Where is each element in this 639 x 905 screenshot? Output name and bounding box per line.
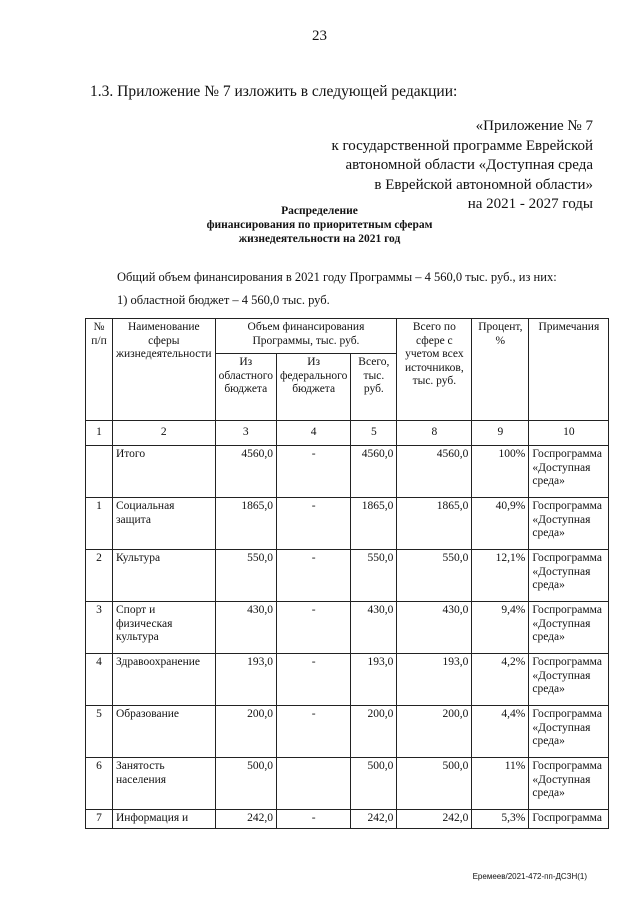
header-notes: Примечания <box>529 319 609 421</box>
cell-notes: Госпрограмма «Доступная среда» <box>529 654 609 706</box>
table-row <box>86 602 609 654</box>
cell-all-sources: 1865,0 <box>397 498 472 550</box>
table-body <box>86 446 609 829</box>
appendix-header <box>331 117 593 215</box>
header-federal: Из федерального бюджета <box>276 354 350 421</box>
column-number: 9 <box>472 421 529 446</box>
appendix-header-line: «Приложение № 7 <box>475 118 593 134</box>
cell-percent: 40,9% <box>472 498 529 550</box>
document-title <box>0 204 639 246</box>
table-row <box>86 550 609 602</box>
cell-notes: Госпрограмма «Доступная среда» <box>529 550 609 602</box>
header-name: Наименование сферы жизнедеятельности <box>113 319 216 421</box>
cell-no: 5 <box>86 706 113 758</box>
page-number: 23 <box>312 28 327 44</box>
cell-notes: Госпрограмма «Доступная среда» <box>529 446 609 498</box>
footer-document-code: Еремеев/2021-472-пп-ДСЗН(1) <box>472 872 587 881</box>
funding-table <box>85 318 609 829</box>
cell-percent: 11% <box>472 758 529 810</box>
appendix-header-line: в Еврейской автономной области» <box>374 176 593 193</box>
cell-total: 4560,0 <box>351 446 397 498</box>
table-row <box>86 654 609 706</box>
cell-all-sources: 550,0 <box>397 550 472 602</box>
column-number: 3 <box>215 421 276 446</box>
cell-regional: 4560,0 <box>215 446 276 498</box>
cell-total: 500,0 <box>351 758 397 810</box>
cell-total: 242,0 <box>351 810 397 829</box>
cell-total: 193,0 <box>351 654 397 706</box>
cell-no: 1 <box>86 498 113 550</box>
cell-notes: Госпрограмма «Доступная среда» <box>529 498 609 550</box>
cell-regional: 242,0 <box>215 810 276 829</box>
table-row <box>86 810 609 829</box>
cell-all-sources: 500,0 <box>397 758 472 810</box>
column-number: 8 <box>397 421 472 446</box>
header-no: № п/п <box>86 319 113 421</box>
cell-percent: 12,1% <box>472 550 529 602</box>
column-number: 5 <box>351 421 397 446</box>
cell-all-sources: 242,0 <box>397 810 472 829</box>
cell-federal: - <box>276 498 350 550</box>
cell-federal: - <box>276 654 350 706</box>
cell-regional: 500,0 <box>215 758 276 810</box>
total-financing-text: Общий объем финансирования в 2021 году Программы – 4 560,0 тыс. руб., из них: <box>117 270 557 284</box>
cell-notes: Госпрограмма «Доступная среда» <box>529 706 609 758</box>
cell-regional: 550,0 <box>215 550 276 602</box>
cell-no: 6 <box>86 758 113 810</box>
header-total: Всего, тыс. руб. <box>351 354 397 421</box>
cell-regional: 193,0 <box>215 654 276 706</box>
header-percent: Процент, % <box>472 319 529 421</box>
cell-total: 550,0 <box>351 550 397 602</box>
cell-name: Занятость населения <box>113 758 216 810</box>
section-heading: 1.3. Приложение № 7 изложить в следующей редакции: <box>90 83 458 100</box>
appendix-header-line: на 2021 - 2027 годы <box>467 196 593 212</box>
header-volume-group: Объем финансирования Программы, тыс. руб. <box>215 319 397 354</box>
cell-federal: - <box>276 446 350 498</box>
cell-no: 7 <box>86 810 113 829</box>
cell-name: Итого <box>113 446 216 498</box>
cell-name: Социальная защита <box>113 498 216 550</box>
cell-percent: 4,2% <box>472 654 529 706</box>
cell-federal: - <box>276 706 350 758</box>
cell-regional: 430,0 <box>215 602 276 654</box>
cell-federal <box>276 758 350 810</box>
appendix-header-line: к государственной программе Еврейской <box>331 137 593 154</box>
header-regional: Из областного бюджета <box>215 354 276 421</box>
cell-regional: 1865,0 <box>215 498 276 550</box>
cell-percent: 100% <box>472 446 529 498</box>
cell-total: 200,0 <box>351 706 397 758</box>
cell-percent: 4,4% <box>472 706 529 758</box>
cell-all-sources: 4560,0 <box>397 446 472 498</box>
cell-no: 3 <box>86 602 113 654</box>
table-row <box>86 758 609 810</box>
table-row <box>86 498 609 550</box>
appendix-header-line: автономной области «Доступная среда <box>345 157 593 173</box>
cell-no: 2 <box>86 550 113 602</box>
table-row <box>86 446 609 498</box>
cell-regional: 200,0 <box>215 706 276 758</box>
cell-name: Спорт и физическая культура <box>113 602 216 654</box>
cell-name: Информация и <box>113 810 216 829</box>
cell-percent: 9,4% <box>472 602 529 654</box>
cell-no <box>86 446 113 498</box>
cell-no: 4 <box>86 654 113 706</box>
cell-name: Культура <box>113 550 216 602</box>
cell-federal: - <box>276 602 350 654</box>
cell-all-sources: 193,0 <box>397 654 472 706</box>
cell-federal: - <box>276 810 350 829</box>
cell-name: Образование <box>113 706 216 758</box>
cell-federal: - <box>276 550 350 602</box>
cell-all-sources: 200,0 <box>397 706 472 758</box>
cell-total: 430,0 <box>351 602 397 654</box>
regional-budget-text: 1) областной бюджет – 4 560,0 тыс. руб. <box>117 293 330 307</box>
column-number: 2 <box>113 421 216 446</box>
table-row <box>86 706 609 758</box>
column-numbers-row <box>86 421 609 446</box>
cell-percent: 5,3% <box>472 810 529 829</box>
title-line: финансирования по приоритетным сферам <box>206 219 433 231</box>
column-number: 4 <box>276 421 350 446</box>
cell-notes: Госпрограмма «Доступная среда» <box>529 602 609 654</box>
header-all-sources: Всего по сфере с учетом всех источников, тыс. руб. <box>397 319 472 421</box>
column-number: 1 <box>86 421 113 446</box>
cell-notes: Госпрограмма <box>529 810 609 829</box>
cell-notes: Госпрограмма «Доступная среда» <box>529 758 609 810</box>
cell-name: Здравоохранение <box>113 654 216 706</box>
cell-total: 1865,0 <box>351 498 397 550</box>
title-line: Распределение <box>281 205 358 217</box>
cell-all-sources: 430,0 <box>397 602 472 654</box>
column-number: 10 <box>529 421 609 446</box>
title-line: жизнедеятельности на 2021 год <box>238 233 401 245</box>
table-header-row <box>86 319 609 354</box>
